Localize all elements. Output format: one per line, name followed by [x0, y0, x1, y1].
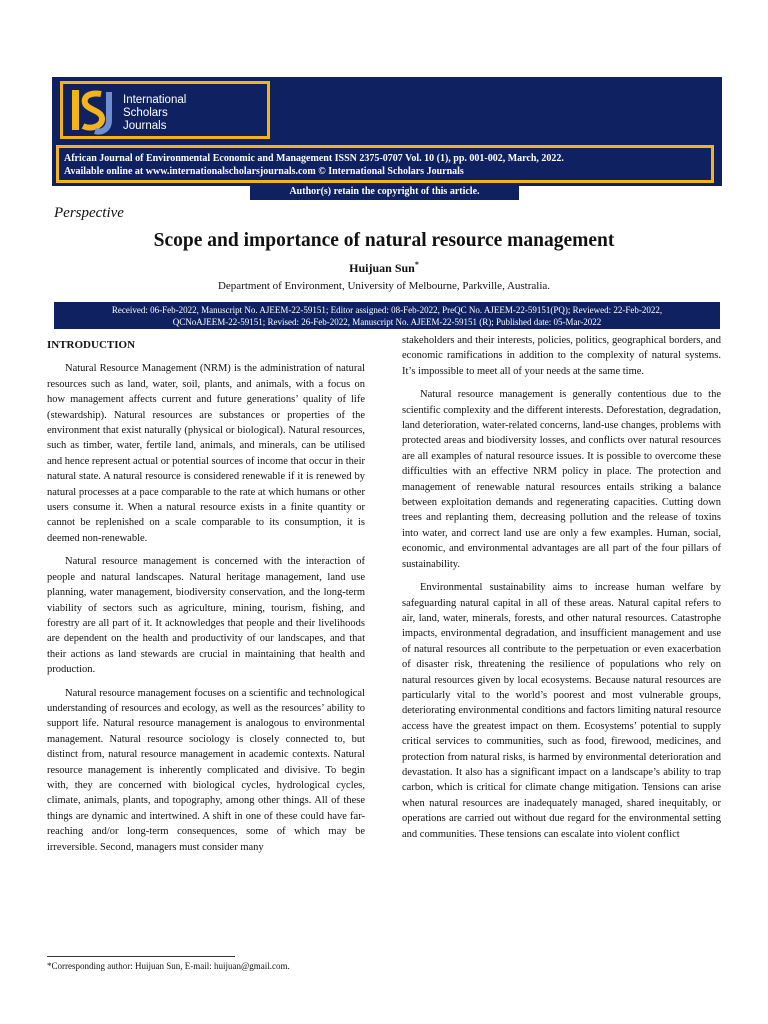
article-title: Scope and importance of natural resource management: [153, 230, 615, 251]
corresponding-mark: *: [414, 260, 419, 269]
logo-line-2: Scholars: [123, 107, 168, 119]
footnote-divider: [47, 956, 235, 957]
section-heading: INTRODUCTION: [47, 339, 136, 351]
dates-line-2: QCNoAJEEM-22-59151; Revised: 26-Feb-2022, Manuscript No. AJEEM-22-59151 (R); Published date: 05-Mar-2022: [172, 317, 602, 327]
paragraph: Natural resource management focuses on a scientific and technological understanding of resources and ecology, as well as the resources’ ability to support life. Natural resource management is analogous to environmental management. Natural resource sociology is closely connected to, but distinct from, natural resource management in academic contexts. Natural resource management is inherently complicated and divisive. To begin with, they are concerned with biological cycles, hydrological cycles, climate, animals, plants, and topography, among other things. All of these things are dynamic and intertwined. A shift in one of these could have far-reaching and/or long-term consequences, some of which may be irreversible. Second, managers must consider many: [47, 687, 365, 853]
paragraph: Natural resource management is generally contentious due to the scientific complexity and the different interests. Deforestation, degradation, land deterioration, water-related concerns, land-use changes, problems with protected areas and biodiversity losses, and conflicts over natural resources are all examples of natural resource issues. It is possible to overcome these difficulties with an effective NRM policy in place. The protection and management of renewable natural resources entails striking a balance between exploitation demands and regenerating capacities. Cutting down trees and replanting them, decreasing pollution and the release of toxins into water, and correct land use are only a few examples. Human, social, economic, and environmental advantages are all part of the four pillars of sustainability.: [402, 389, 721, 570]
paragraph: Natural resource management is concerned with the interaction of people and natural landscapes. Natural heritage management, land use planning, water management, biodiversity conservation, and the long-term viability of sectors such as agriculture, mining, tourism, fishing, and forestry are all part of it. It acknowledges that people and their livelihoods are dependent on the health and productivity of our landscapes, and that their actions as land stewards are crucial in maintaining that health and production.: [47, 556, 365, 676]
copyright-notice: Author(s) retain the copyright of this article.: [250, 184, 519, 200]
author-name: Huijuan Sun: [349, 261, 415, 275]
logo-text: [123, 94, 186, 133]
paragraph: Natural Resource Management (NRM) is the administration of natural resources such as land, water, soil, plants, and animals, with a focus on how management affects current and future generations’ quality of life (stewardship). Natural resources are substances or properties of the environment that exist naturally (physical or biological). Natural resources, such as timber, water, fertile land, animals, and minerals, can be utilised and hence represent actual or potential sources of income that occur in their natural state. A natural resource is considered renewable if it is renewed by natural processes at a pace comparable to the rate at which humans or other users consume it. When a natural resource exists in a finite quantity or cannot be replenished on a scale comparable to its consumption, it is deemed non-renewable.: [47, 363, 365, 544]
paragraph: Environmental sustainability aims to increase human welfare by safeguarding natural capital in all of these areas. Natural capital refers to air, land, water, minerals, forests, and other natural resources. Catastrophe impacts, environmental degradation, and insufficient management and use of natural resources all contribute to the perpetuation or even exacerbation of disaster risk, threatening the resilience of populations who rely on natural resources given by local ecosystems. Because natural resources are particularly vital to the world’s poorest and most vulnerable groups, deteriorating environmental conditions and factors limiting natural resource access have the greatest impact on them. Ecosystems’ potential to supply critical services to communities, such as food, firewood, medicines, and protection from natural risks, is harmed by environmental deterioration and devastation. It also has a significant impact on a landscape’s ability to trap carbon, which is critical for climate change mitigation. Tensions can arise when natural resources are inadequately managed, shared inequitably, or operations are carried out without due regard for the environmental setting and communities. These tensions can escalate into violent conflict: [402, 582, 721, 840]
left-column: [47, 338, 365, 863]
journal-availability-line: Available online at www.internationalscholarsjournals.com © International Scholars Journals: [64, 166, 464, 177]
logo-line-1: International: [123, 94, 187, 106]
publisher-logo: [60, 81, 270, 139]
author-affiliation: Department of Environment, University of Melbourne, Parkville, Australia.: [217, 280, 551, 292]
isj-logo-icon: [69, 86, 119, 136]
article-type: Perspective: [54, 205, 124, 221]
journal-citation-box: [56, 145, 714, 183]
manuscript-dates-banner: [54, 302, 720, 329]
paragraph-continued: stakeholders and their interests, policies, politics, geographical borders, and economic ramifications in addition to the complexity of natural systems. It’s impossible to meet all of your needs at the same time.: [402, 335, 721, 377]
logo-line-3: Journals: [123, 120, 167, 132]
author-line: [0, 260, 768, 276]
journal-masthead: [52, 77, 722, 186]
corresponding-author-footnote: *Corresponding author: Huijuan Sun, E-mail: huijuan@gmail.com.: [47, 961, 290, 971]
journal-info-line: African Journal of Environmental Economic and Management ISSN 2375-0707 Vol. 10 (1), pp. 001-002, March, 2022.: [64, 153, 564, 164]
right-column: [402, 333, 721, 850]
dates-line-1: Received: 06-Feb-2022, Manuscript No. AJEEM-22-59151; Editor assigned: 08-Feb-2022, PreQC No. AJEEM-22-59151(PQ); Reviewed: 22-Feb-2022,: [111, 305, 663, 315]
